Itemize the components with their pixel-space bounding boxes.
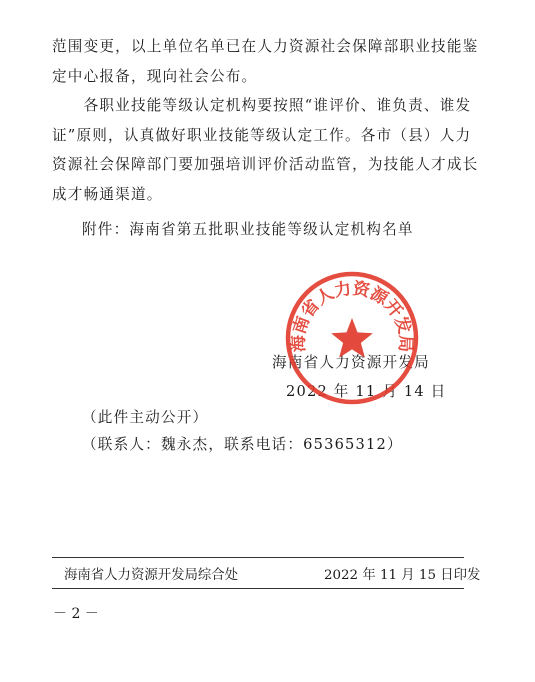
signature-organization: 海南省人力资源开发局	[272, 354, 430, 371]
page-number: － 2 －	[53, 606, 99, 622]
footer-print-date: 2022 年 11 月 15 日印发	[324, 568, 481, 583]
seal-star-icon	[331, 318, 373, 358]
attachment-line: 附件：海南省第五批职业技能等级认定机构名单	[82, 221, 414, 238]
contact-line: （联系人：魏永杰，联系电话：65365312）	[82, 436, 403, 453]
official-seal-stamp	[284, 270, 420, 406]
body-paragraph-1: 范围变更，以上单位名单已在人力资源社会保障部职业技能鉴定中心报备，现向社会公布。	[52, 38, 479, 85]
svg-text:海南省人力资源开发局: 海南省人力资源开发局	[288, 278, 416, 353]
signature-date: 2022 年 11 月 14 日	[286, 383, 447, 400]
footer-rule-top	[52, 557, 464, 558]
footer-rule-bottom	[52, 588, 464, 589]
body-paragraph-2: 各职业技能等级认定机构要按照“谁评价、谁负责、谁发证”原则，认真做好职业技能等级认定工作。各市（县）人力资源社会保障部门要加强培训评价活动监管，为技能人才成长成才畅通渠道。	[52, 97, 479, 203]
public-notice: （此件主动公开）	[82, 409, 209, 426]
footer-issuer: 海南省人力资源开发局综合处	[64, 568, 239, 583]
